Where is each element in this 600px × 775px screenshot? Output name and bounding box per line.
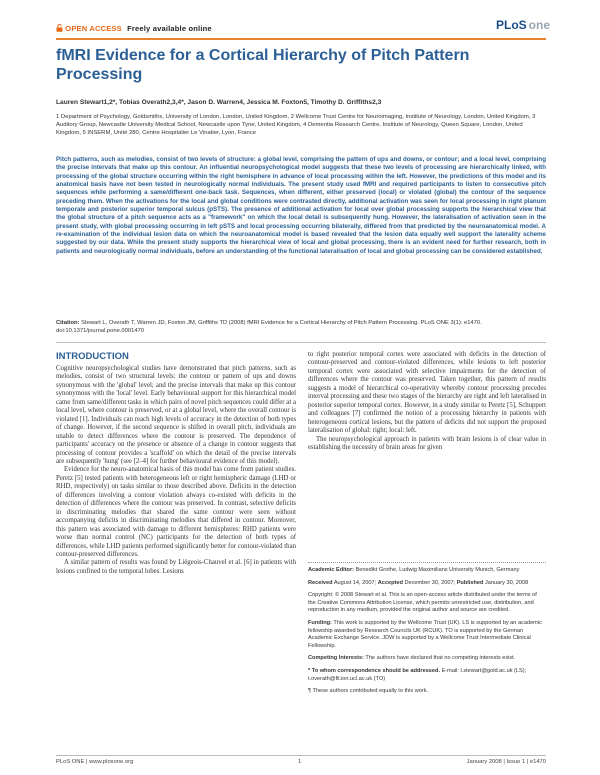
article-info-box <box>308 562 546 701</box>
affiliations: 1 Department of Psychology, Goldsmiths, University of London, London, United Kingdom, 2 Wellcome Trust Centre for Neuroimaging, Institute of Neurology, London, United Kingdom, 3 Auditory Group, Newcastle University Medical School, Newcastle upon Tyne, United Kingdom, 4 Dementia Research Centre, Institute of Neurology, Queen Square, London, United Kingdom, 5 INSERM, Unité 280, Centre Hospitalier Le Vinatier, Lyon, France <box>56 114 536 137</box>
footer-journal-url: PLoS ONE | www.plosone.org <box>56 759 134 765</box>
open-access-banner <box>56 24 212 33</box>
right-column <box>308 351 546 452</box>
academic-editor: Academic Editor: Benedikt Grothe, Ludwig Maximilians University Munich, Germany <box>308 567 520 573</box>
copyright-notice: Copyright: © 2008 Stewart et al. This is an open-access article distributed under the terms of the Creative Commons Attribution License, which permits unrestricted use, distribution, and reproduction in any medium, provided the original author and source are credited. <box>308 592 537 614</box>
section-heading-introduction: INTRODUCTION <box>56 351 129 362</box>
abstract: Pitch patterns, such as melodies, consist of two levels of structure: a global level, comprising the pattern of ups and downs, or contour; and a local level, comprising the precise intervals that make up this contour. An influential neuropsychological model suggests that these two levels of processing are hierarchically linked, with processing of the global structure occurring within the right hemisphere in advance of local processing within the left. However, the predictions of this model and its anatomical basis have not been tested in neurologically normal individuals. The present study used fMRI and required participants to listen to consecutive pitch sequences while performing a same/different one-back task. Sequences, when different, either preserved (local) or violated (global) the contour of the sequence preceding them. When the activations for the local and global conditions were contrasted directly, additional activation was seen for local processing in right planum temporale and posterior superior temporal sulcus (pSTS). The presence of additional activation for local over global processing supports the hierarchical view that the global structure of a pitch sequence acts as a "framework" on which the local detail is subsequently hung. However, the lateralisation of activation seen in the present study, with global processing occurring in left pSTS and local processing occurring bilaterally, differed from that predicted by the neuroanatomical model. A re-examination of the individual lesion data on which the neuroanatomical model is based revealed that the lesion data equally well support the laterality scheme suggested by our data. While the present study supports the hierarchical view of local and global processing, there is an evident need for further research, both in patients and neurologically normal individuals, before an understanding of the functional lateralisation of local and global processing can be considered established. <box>56 156 546 255</box>
intro-paragraph-3: A similar pattern of results was found by Liégeois-Chauvel et al. [6] in patients with lesions confined to the temporal lobes. Lesions <box>56 559 296 575</box>
citation-divider <box>56 342 546 343</box>
footer-issue-info: January 2008 | Issue 1 | e1470 <box>466 759 546 765</box>
author-list: Lauren Stewart1,2*, Tobias Overath2,3,4*, Jason D. Warren4, Jessica M. Foxton5, Timothy D. Griffiths2,3 <box>56 99 382 106</box>
free-available-label: Freely available online <box>127 24 212 33</box>
info-divider <box>308 562 546 563</box>
left-column <box>56 351 296 576</box>
journal-logo <box>496 18 550 32</box>
competing-interests: Competing Interests: The authors have declared that no competing interests exist. <box>308 655 516 662</box>
correspondence: * To whom correspondence should be addressed. E-mail: l.stewart@gold.ac.uk (LS); t.overath@fil.ion.ucl.ac.uk (TO) <box>308 667 527 682</box>
open-access-label: OPEN ACCESS <box>65 24 122 33</box>
journal-suffix: one <box>528 18 550 32</box>
citation-text: Stewart L, Overath T, Warren JD, Foxton JM, Griffiths TD (2008) fMRI Evidence for a Cortical Hierarchy of Pitch Pattern Processing. PLoS ONE 3(1): e1470. doi:10.1371/journal.pone.0001470 <box>56 320 482 335</box>
footer-page-number: 1 <box>298 759 302 765</box>
intro-paragraph-5: The neuropsychological approach in patients with brain lesions is of clear value in establishing the necessity of brain areas for given <box>308 435 546 451</box>
open-lock-icon <box>56 24 63 32</box>
citation <box>56 319 546 335</box>
footer-divider <box>56 755 546 756</box>
funding-statement: Funding: This work is supported by the Wellcome Trust (UK). LS is supported by an academic fellowship awarded by Research Councils UK (RCUK). TO is supported by the German Academic Exchange Service. JDW is supported by a Wellcome Trust Intermediate Clinical Fellowship. <box>308 619 542 649</box>
equal-contribution-note: ¶ These authors contributed equally to this work. <box>308 688 429 695</box>
journal-brand: PLoS <box>495 18 527 32</box>
intro-paragraph-1: Cognitive neuropsychological studies have demonstrated that pitch patterns, such as melodies, consist of two structural levels: the contour or pattern of ups and downs synonymous with the 'global' level; and the precise intervals that make up this contour synonymous with the 'local' level. Early behavioural support for this hierarchical model came from same/different tasks in which pairs of novel pitch sequences could differ at a local level, where contour is preserved, or at a global level, where the overall contour is violated [1]. Individuals can reach high levels of accuracy in the detection of both types of change. However, if the second sequence is shifted in overall pitch, individuals are unable to detect differences where the contour is preserved. The dependence of participants' accuracy on the presence or absence of a change in contour suggests that processing of contour provides a 'scaffold' on which the detail of the precise intervals are subsequently 'hung' (see [2–4] for further behavioural evidence of this model). <box>56 365 296 465</box>
intro-paragraph-4: to right posterior temporal cortex were associated with deficits in the detection of contour-preserved and contour-violated differences, while lesions to left posterior temporal cortex were associated with selective impairments for the detection of differences where the contour was preserved. Taken together, this pattern of results suggests a model of hierarchical co-operativity whereby contour processing precedes interval processing and these two stages of the hierarchy are right and left lateralised in posterior superior temporal cortex. However, in a study similar to Peretz [5], Schuppert and colleagues [7] confirmed the notion of a processing hierarchy in patients with heterogeneous cortical lesions, but the pattern of deficits did not support the proposed lateralisation of global: right; local: left. <box>308 351 546 435</box>
article-dates: Received August 14, 2007; Accepted December 30, 2007; Published January 30, 2008 <box>308 579 529 586</box>
header-divider <box>56 38 546 40</box>
intro-paragraph-2: Evidence for the neuro-anatomical basis of this model has come from patient studies. Peretz [5] tested patients with heterogeneous left or right hemispheric damage (LHD or RHD, respectively) on tasks similar to those described above. Deficits in the detection of differences involving a contour violation always co-existed with deficits in the detection of differences where the contour was preserved. In contrast, selective deficits in discriminating melodies that shared the same contour were seen without accompanying deficits in discriminating melodies that differed in contour. Moreover, this pattern was associated with damage to different hemispheres: RHD patients were worse than normal control (NC) participants for the detection of both types of differences, while LHD patients performed significantly better for contour-violated than contour-preserved differences. <box>56 466 296 558</box>
citation-label: Citation: <box>56 320 80 326</box>
article-title: fMRI Evidence for a Cortical Hierarchy of Pitch Pattern Processing <box>56 47 470 83</box>
